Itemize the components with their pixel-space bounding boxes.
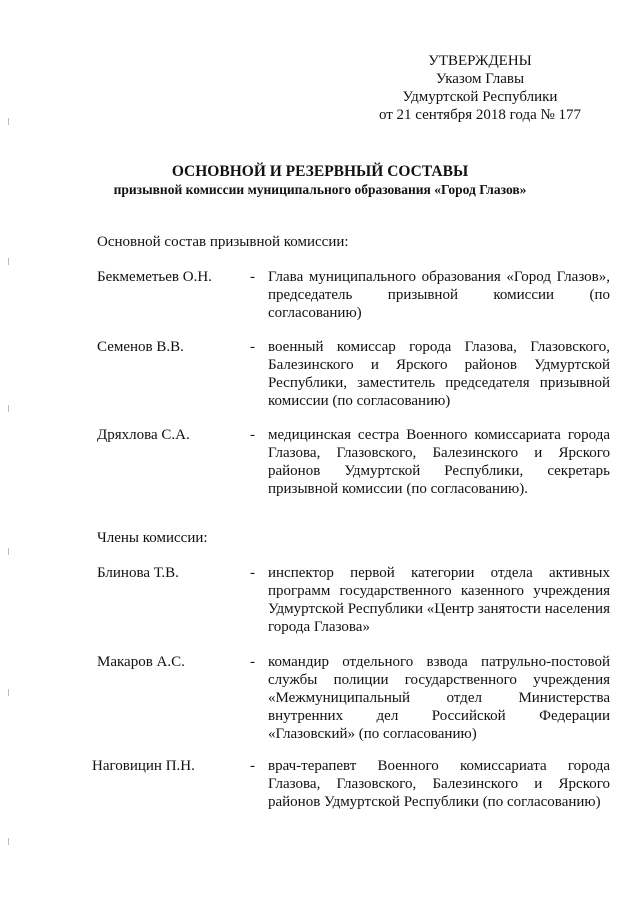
document-subtitle: призывной комиссии муниципального образования «Город Глазов» bbox=[113, 182, 527, 197]
main-section-label: Основной состав призывной комиссии: bbox=[97, 234, 349, 250]
member-name: Дряхлова С.А. bbox=[97, 427, 190, 443]
document-title: ОСНОВНОЙ И РЕЗЕРВНЫЙ СОСТАВЫ bbox=[171, 163, 469, 180]
member-role: военный комиссар города Глазова, Глазовского, Балезинского и Ярского районов Удмуртской Республики, заместитель председателя призывной комиссии (по согласованию) bbox=[268, 339, 610, 409]
member-name: Наговицин П.Н. bbox=[92, 758, 195, 774]
member-dash: - bbox=[250, 565, 255, 581]
member-name: Блинова Т.В. bbox=[97, 565, 179, 581]
scan-edge-mark bbox=[8, 118, 9, 125]
scan-edge-mark bbox=[8, 405, 9, 412]
member-role: врач-терапевт Военного комиссариата города Глазова, Глазовского, Балезинского и Ярского районов Удмуртской Республики (по согласованию) bbox=[268, 758, 610, 810]
member-dash: - bbox=[250, 269, 255, 285]
member-role: медицинская сестра Военного комиссариата города Глазова, Глазовского, Балезинского и Ярского районов Удмуртской Республики, секретарь призывной комиссии (по согласованию). bbox=[268, 427, 610, 497]
scan-edge-mark bbox=[8, 258, 9, 265]
approval-decree: Указом Главы bbox=[435, 71, 525, 87]
member-role: командир отдельного взвода патрульно-постовой службы полиции государственного учреждения «Межмуниципальный отдел Министерства внутренних дел Российской Федерации «Глазовский» (по согласованию) bbox=[268, 654, 610, 742]
member-dash: - bbox=[250, 339, 255, 355]
member-dash: - bbox=[250, 758, 255, 774]
approval-stamp-title: УТВЕРЖДЕНЫ bbox=[428, 53, 532, 69]
member-role: Глава муниципального образования «Город Глазов», председатель призывной комиссии (по согласованию) bbox=[268, 269, 610, 321]
member-name: Бекмеметьев О.Н. bbox=[97, 269, 212, 285]
member-name: Семенов В.В. bbox=[97, 339, 184, 355]
member-role: инспектор первой категории отдела активных программ государственного казенного учреждения Удмуртской Республики «Центр занятости населения города Глазова» bbox=[268, 565, 610, 635]
member-name: Макаров А.С. bbox=[97, 654, 185, 670]
commission-section-label: Члены комиссии: bbox=[97, 530, 208, 546]
scan-edge-mark bbox=[8, 689, 9, 696]
approval-date: от 21 сентября 2018 года № 177 bbox=[378, 107, 582, 123]
approval-block bbox=[360, 52, 600, 124]
member-dash: - bbox=[250, 654, 255, 670]
scan-edge-mark bbox=[8, 838, 9, 845]
approval-republic: Удмуртской Республики bbox=[402, 89, 558, 105]
scan-edge-mark bbox=[8, 548, 9, 555]
member-dash: - bbox=[250, 427, 255, 443]
